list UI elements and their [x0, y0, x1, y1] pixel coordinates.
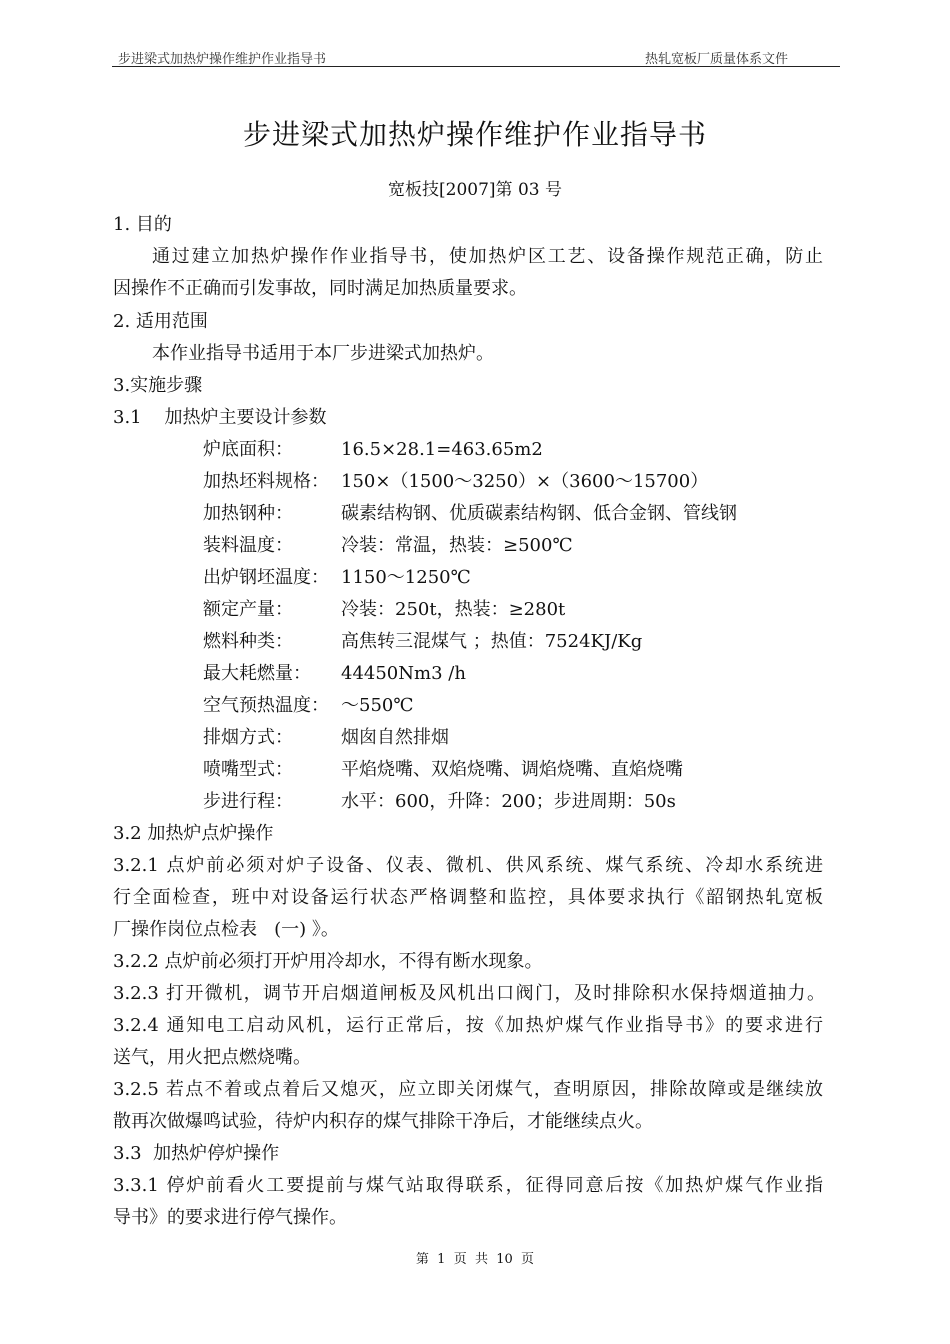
param-value: 44450Nm3 /h	[341, 663, 466, 684]
param-key: 装料温度：	[203, 535, 293, 556]
section-3-3-1-line-2: 导书》的要求进行停气操作。	[113, 1207, 347, 1228]
param-key: 出炉钢坯温度：	[203, 567, 329, 588]
param-row	[203, 435, 543, 461]
section-1-text-line-2: 因操作不正确而引发事故，同时满足加热质量要求。	[113, 278, 527, 299]
param-key: 最大耗燃量：	[203, 663, 311, 684]
param-value: 烟囱自然排烟	[341, 727, 449, 748]
section-3-2-heading: 3.2 加热炉点炉操作	[113, 823, 274, 844]
section-1-heading: 1. 目的	[113, 214, 172, 235]
section-3-2-1-line-2: 行全面检查，班中对设备运行状态严格调整和监控，具体要求执行《韶钢热轧宽板	[113, 887, 823, 908]
section-3-2-4-line-2: 送气，用火把点燃烧嘴。	[113, 1047, 311, 1068]
section-3-3-heading: 3.3 加热炉停炉操作	[113, 1143, 280, 1164]
param-value: 平焰烧嘴、双焰烧嘴、调焰烧嘴、直焰烧嘴	[341, 759, 683, 780]
param-row	[203, 499, 737, 525]
param-value: 冷装：250t，热装：≥280t	[341, 599, 566, 620]
param-key: 排烟方式：	[203, 727, 293, 748]
param-key: 喷嘴型式：	[203, 759, 293, 780]
param-value: ～550℃	[341, 695, 414, 716]
section-2-text: 本作业指导书适用于本厂步进梁式加热炉。	[152, 343, 494, 364]
param-value: 高焦转三混煤气 ；热值：7524KJ/Kg	[341, 631, 643, 652]
page-header	[112, 44, 840, 67]
section-3-2-5-line-2: 散再次做爆鸣试验，待炉内积存的煤气排除干净后，才能继续点火。	[113, 1111, 653, 1132]
param-row	[203, 659, 466, 685]
section-2-heading: 2. 适用范围	[113, 311, 208, 332]
section-3-2-3: 3.2.3 打开微机，调节开启烟道闸板及风机出口阀门，及时排除积水保持烟道抽力。	[113, 983, 825, 1004]
param-key: 燃料种类：	[203, 631, 293, 652]
param-value: 1150～1250℃	[341, 567, 471, 588]
param-value: 150×（1500～3250）×（3600～15700）	[341, 471, 709, 492]
section-3-2-2: 3.2.2 点炉前必须打开炉用冷却水，不得有断水现象。	[113, 951, 543, 972]
param-key: 额定产量：	[203, 599, 293, 620]
section-3-2-1-line-1: 3.2.1 点炉前必须对炉子设备、仪表、微机、供风系统、煤气系统、冷却水系统进	[113, 855, 823, 876]
section-3-3-1-line-1: 3.3.1 停炉前看火工要提前与煤气站取得联系，征得同意后按《加热炉煤气作业指	[113, 1175, 823, 1196]
param-row	[203, 467, 708, 493]
param-row	[203, 691, 414, 717]
param-key: 空气预热温度：	[203, 695, 329, 716]
param-row	[203, 723, 449, 749]
param-key: 加热钢种：	[203, 503, 293, 524]
page-footer: 第 1 页 共 10 页	[415, 1252, 535, 1267]
param-row	[203, 755, 683, 781]
section-3-2-5-line-1: 3.2.5 若点不着或点着后又熄灭，应立即关闭煤气，查明原因，排除故障或是继续放	[113, 1079, 823, 1100]
section-3-1-heading: 3.1 加热炉主要设计参数	[113, 407, 327, 428]
param-row	[203, 787, 676, 813]
section-3-2-4-line-1: 3.2.4 通知电工启动风机，运行正常后，按《加热炉煤气作业指导书》的要求进行	[113, 1015, 823, 1036]
document-title: 步进梁式加热炉操作维护作业指导书	[242, 118, 707, 151]
param-value: 冷装：常温，热装：≥500℃	[341, 535, 573, 556]
param-value: 碳素结构钢、优质碳素结构钢、低合金钢、管线钢	[341, 503, 737, 524]
param-value: 16.5×28.1=463.65m2	[341, 439, 543, 460]
param-row	[203, 563, 471, 589]
param-row	[203, 595, 565, 621]
param-key: 炉底面积：	[203, 439, 293, 460]
document-number: 宽板技[2007]第 03 号	[388, 180, 562, 200]
section-3-heading: 3.实施步骤	[113, 375, 203, 396]
param-row	[203, 531, 573, 557]
param-row	[203, 627, 642, 653]
section-3-2-1-line-3: 厂操作岗位点检表 (一) 》。	[113, 919, 339, 940]
param-key: 步进行程：	[203, 791, 293, 812]
param-key: 加热坯料规格：	[203, 471, 329, 492]
param-value: 水平：600，升降：200；步进周期：50s	[341, 791, 676, 812]
header-left: 步进梁式加热炉操作维护作业指导书	[118, 52, 327, 67]
header-right: 热轧宽板厂质量体系文件	[644, 52, 788, 67]
section-1-text-line-1: 通过建立加热炉操作作业指导书，使加热炉区工艺、设备操作规范正确，防止	[152, 246, 823, 267]
